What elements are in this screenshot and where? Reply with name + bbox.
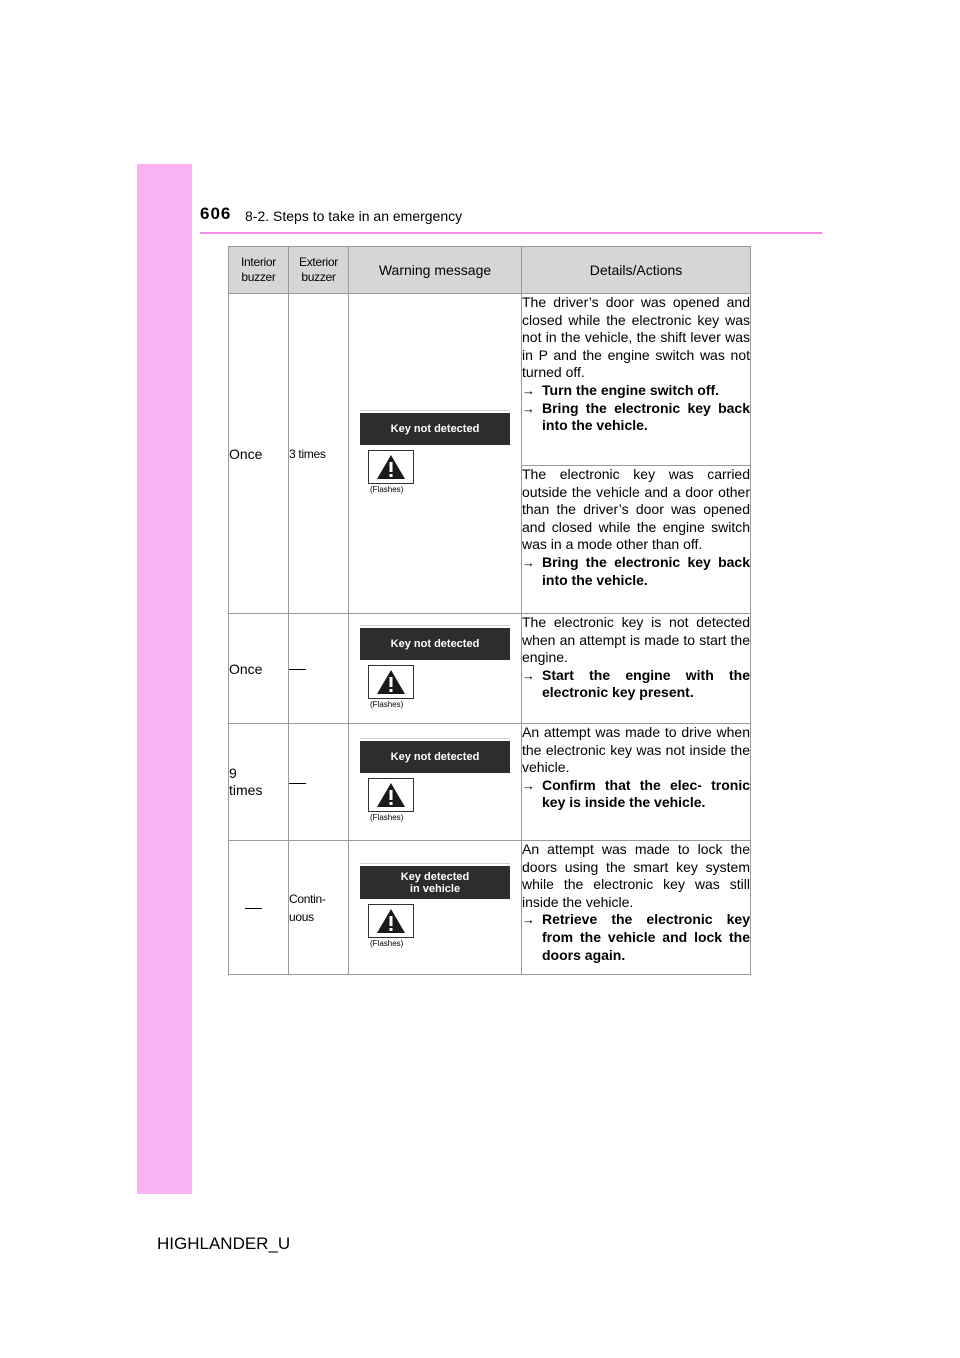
- details-cell: [522, 294, 751, 466]
- arrow-right-icon: →: [522, 667, 535, 683]
- warning-triangle-icon: [368, 665, 414, 699]
- flashes-note: (Flashes): [370, 813, 404, 822]
- side-band: [137, 164, 192, 1194]
- column-header-exterior: Exterior buzzer: [289, 247, 349, 294]
- interior-buzzer-cell: Once: [229, 294, 289, 614]
- table-row: [229, 841, 751, 975]
- table-header-row: [229, 247, 751, 294]
- table-row: [229, 724, 751, 841]
- action-text: Turn the engine switch off.: [542, 381, 720, 398]
- message-text: Key detected in vehicle: [400, 870, 470, 895]
- warning-table: [228, 246, 751, 975]
- arrow-right-icon: →: [522, 554, 535, 570]
- action-text: Start the engine with the electronic key present.: [542, 666, 750, 701]
- action-text: Confirm that the elec- tronic key is inside the vehicle.: [542, 776, 750, 811]
- warning-message-cell: [349, 841, 522, 975]
- header-divider: [200, 232, 822, 234]
- exterior-buzzer-cell: [289, 294, 349, 614]
- column-header-message: Warning message: [349, 247, 522, 294]
- details-cell: [522, 614, 751, 724]
- table-row: [229, 614, 751, 724]
- column-header-interior: Interior buzzer: [229, 247, 289, 294]
- interior-buzzer-cell: Once: [229, 614, 289, 724]
- interior-buzzer-cell: [229, 724, 289, 841]
- interior-buzzer-value: 9 times: [229, 765, 263, 798]
- message-bar: [360, 864, 510, 899]
- details-text: The electronic key was carried outside the vehicle and a door other than the driver’s door was opened and closed while the engine switch was in a mode other than off.: [522, 466, 750, 553]
- exterior-buzzer-cell: [289, 841, 349, 975]
- arrow-right-icon: →: [522, 777, 535, 793]
- dash-mark: [245, 908, 262, 909]
- action-item: [522, 554, 750, 589]
- action-text: Bring the electronic key back into the vehicle.: [542, 399, 750, 434]
- exterior-buzzer-value: 3 times: [289, 446, 326, 461]
- warning-message-cell: [349, 724, 522, 841]
- exterior-buzzer-cell: [289, 724, 349, 841]
- details-text: The electronic key is not detected when an attempt is made to start the engine.: [522, 614, 750, 666]
- action-item: [522, 382, 750, 400]
- warning-message-display: [360, 864, 510, 948]
- interior-buzzer-cell: [229, 841, 289, 975]
- warning-message-cell: [349, 294, 522, 614]
- action-text: Bring the electronic key back into the vehicle.: [542, 553, 750, 588]
- flashes-note: (Flashes): [370, 484, 404, 494]
- action-item: [522, 777, 750, 812]
- warning-message-display: [360, 626, 510, 709]
- action-item: [522, 911, 750, 964]
- footer-model: HIGHLANDER_U: [157, 1234, 291, 1253]
- details-text: An attempt was made to lock the doors using the smart key system while the electronic key was still inside the vehicle.: [522, 841, 750, 910]
- warning-triangle-icon: [368, 450, 414, 484]
- warning-message-display: [360, 739, 510, 822]
- details-cell: [522, 841, 751, 975]
- flashes-note: (Flashes): [370, 699, 404, 709]
- warning-message-display: [360, 411, 510, 494]
- action-item: [522, 400, 750, 435]
- details-cell: [522, 724, 751, 841]
- details-cell: [522, 466, 751, 614]
- dash-mark: [289, 669, 306, 670]
- message-bar: Key not detected: [360, 411, 510, 445]
- exterior-buzzer-value: Contin- uous: [289, 891, 326, 924]
- warning-message-cell: [349, 614, 522, 724]
- warning-triangle-icon: [368, 904, 414, 938]
- column-header-details: Details/Actions: [522, 247, 751, 294]
- exterior-buzzer-cell: [289, 614, 349, 724]
- dash-mark: [289, 783, 306, 784]
- message-bar: Key not detected: [360, 626, 510, 660]
- action-item: [522, 667, 750, 702]
- message-bar: Key not detected: [360, 739, 510, 773]
- details-text: An attempt was made to drive when the electronic key was not inside the vehicle.: [522, 724, 750, 776]
- warning-triangle-icon: [368, 778, 414, 812]
- arrow-right-icon: →: [522, 382, 535, 398]
- flashes-note: (Flashes): [370, 939, 404, 948]
- table-row: [229, 294, 751, 466]
- section-title: 8-2. Steps to take in an emergency: [245, 208, 463, 224]
- details-text: The driver’s door was opened and closed while the electronic key was not in the vehicle, the shift lever was in P and the engine switch was not turned off.: [522, 294, 750, 381]
- action-text: Retrieve the electronic key from the vehicle and lock the doors again.: [542, 911, 750, 963]
- page-number: 606: [200, 204, 232, 223]
- arrow-right-icon: →: [522, 912, 535, 928]
- arrow-right-icon: →: [522, 400, 535, 416]
